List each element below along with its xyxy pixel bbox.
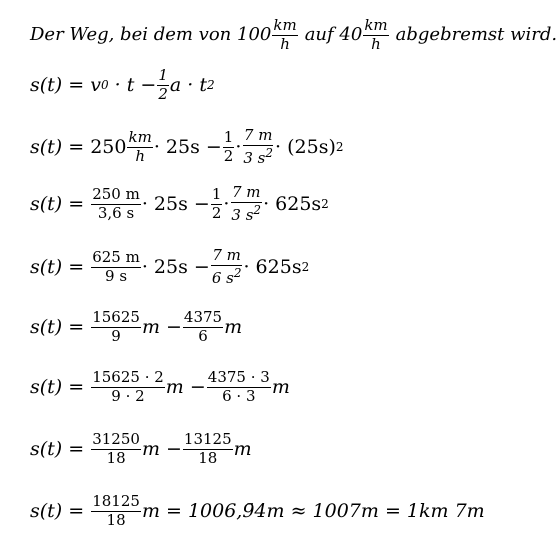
denominator: 6 · 3: [222, 386, 256, 405]
term: · 625s: [243, 255, 302, 278]
numerator: 4375 · 3: [207, 368, 270, 386]
heading-line: [30, 18, 557, 53]
value: 250: [90, 135, 127, 158]
unit-numerator: km: [364, 16, 388, 34]
denominator: 2: [223, 146, 234, 165]
fraction-half: [223, 130, 235, 165]
numerator: 15625 · 2: [92, 368, 164, 386]
lhs: s(t) =: [30, 192, 85, 215]
equation-8: [30, 494, 485, 529]
fraction-2: [183, 310, 223, 345]
term: · 25s −: [141, 255, 210, 278]
term: · (25s): [275, 135, 336, 158]
equation-2: [30, 128, 344, 167]
numerator: 1: [223, 128, 234, 146]
term: ·: [235, 135, 242, 158]
term: m: [233, 437, 252, 460]
exponent: 2: [321, 197, 329, 212]
denominator: h: [135, 146, 145, 165]
fraction-2: [183, 432, 233, 467]
numerator: 7 m: [212, 246, 241, 264]
numerator: 7 m: [231, 183, 261, 201]
numerator: 250 m: [92, 185, 140, 203]
equation-5: [30, 310, 242, 345]
term: · 625s: [263, 192, 322, 215]
lhs: s(t) =: [30, 135, 85, 158]
term: · 25s −: [153, 135, 222, 158]
denominator: 9 s: [105, 266, 128, 285]
heading-text-2: auf 40: [304, 24, 363, 46]
speed-fraction: [91, 250, 141, 285]
acceleration-fraction: [211, 248, 243, 287]
equation-7: [30, 432, 252, 467]
term: m −: [141, 315, 182, 338]
numerator: km: [128, 128, 152, 146]
equation-1: [30, 68, 215, 103]
acceleration-fraction: [242, 128, 274, 167]
denominator: 6: [198, 326, 208, 345]
term: · t −: [114, 73, 157, 96]
lhs: s(t) =: [30, 315, 85, 338]
denominator: 2: [158, 84, 168, 103]
subscript: 0: [100, 78, 109, 93]
numerator: 15625: [92, 308, 140, 326]
exponent: 2: [301, 260, 310, 275]
unit-denominator: h: [371, 34, 381, 53]
term: m: [271, 375, 290, 398]
speed-fraction: [91, 187, 141, 222]
denominator: 18: [198, 448, 218, 467]
exponent: 2: [335, 140, 344, 155]
fraction-half: [157, 68, 169, 103]
heading-text-1: Der Weg, bei dem von 100: [30, 24, 272, 46]
numerator: 13125: [183, 430, 232, 448]
unit-numerator: km: [273, 16, 297, 34]
acceleration-fraction: [230, 185, 262, 224]
unit-fraction: [127, 130, 152, 165]
lhs: s(t) =: [30, 73, 85, 96]
numerator: 625 m: [92, 248, 140, 266]
unit-denominator: h: [280, 34, 290, 53]
denominator: 18: [106, 510, 126, 529]
denominator: 3 s: [243, 148, 266, 167]
result-text: m = 1006,9̄4m ≈ 1007m = 1km 7m: [141, 499, 485, 522]
fraction-1: [91, 432, 141, 467]
heading-text-3: abgebremst wird.: [395, 24, 557, 46]
fraction-2: [207, 370, 271, 405]
fraction-half: [211, 187, 223, 222]
exponent: 2: [265, 145, 274, 160]
equation-6: [30, 370, 290, 405]
fraction-result: [91, 494, 141, 529]
lhs: s(t) =: [30, 499, 85, 522]
exponent: 2: [233, 265, 242, 280]
denominator: 9 · 2: [111, 386, 145, 405]
heading-unit-fraction-2: [363, 18, 388, 53]
numerator: 7 m: [243, 126, 273, 144]
lhs: s(t) =: [30, 375, 85, 398]
denominator: 3 s: [231, 205, 254, 224]
numerator: 4375: [183, 308, 223, 326]
term: ·: [223, 192, 230, 215]
term: m: [224, 315, 243, 338]
numerator: 18125: [92, 492, 140, 510]
numerator: 1: [211, 185, 222, 203]
numerator: 31250: [92, 430, 140, 448]
term: · 25s −: [141, 192, 210, 215]
term: a · t: [169, 73, 207, 96]
equation-4: [30, 248, 309, 287]
denominator: 18: [106, 448, 126, 467]
term: m −: [165, 375, 206, 398]
denominator: 9: [111, 326, 121, 345]
term: v: [90, 73, 101, 96]
denominator: 2: [211, 203, 222, 222]
denominator: 6 s: [211, 268, 234, 287]
exponent: 2: [253, 202, 262, 217]
heading-unit-fraction-1: [272, 18, 297, 53]
lhs: s(t) =: [30, 255, 85, 278]
denominator: 3,6 s: [97, 203, 135, 222]
fraction-1: [91, 370, 165, 405]
equation-3: [30, 185, 329, 224]
exponent: 2: [206, 78, 215, 93]
numerator: 1: [158, 66, 168, 84]
term: m −: [141, 437, 182, 460]
fraction-1: [91, 310, 141, 345]
lhs: s(t) =: [30, 437, 85, 460]
